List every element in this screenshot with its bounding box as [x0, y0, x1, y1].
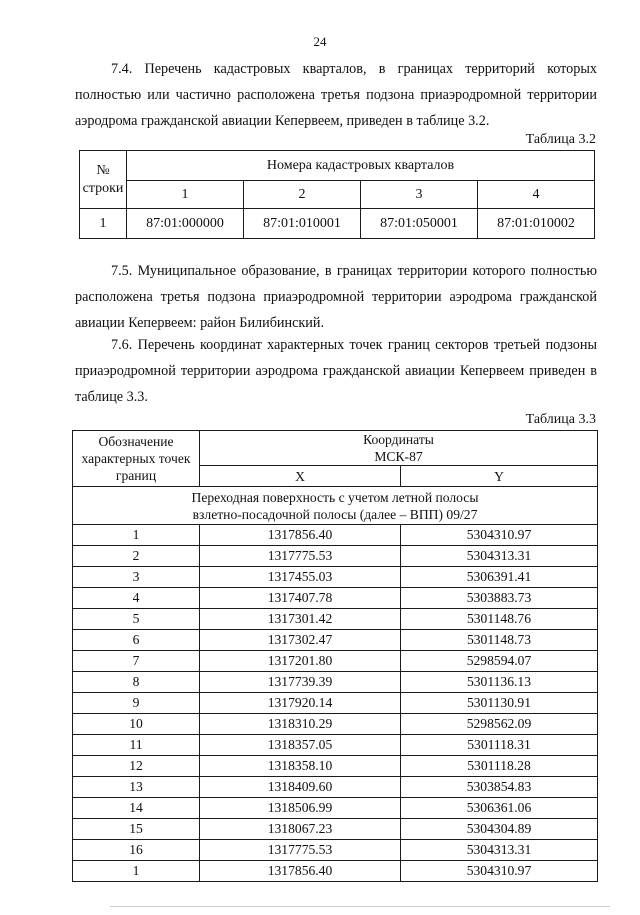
x-coordinate: 1317739.39	[200, 672, 401, 693]
paragraph-7-6	[75, 332, 597, 410]
table-row	[73, 609, 598, 630]
y-coordinate: 5306391.41	[401, 567, 598, 588]
x-coordinate: 1317775.53	[200, 840, 401, 861]
table-row	[73, 651, 598, 672]
table-row	[73, 861, 598, 882]
table-row	[73, 546, 598, 567]
y-coordinate: 5301118.28	[401, 756, 598, 777]
y-coordinate: 5304310.97	[401, 525, 598, 546]
row-number: 1	[80, 209, 127, 239]
page-bottom-rule	[110, 906, 610, 907]
y-coordinate: 5303854.83	[401, 777, 598, 798]
point-number: 1	[73, 525, 200, 546]
x-coordinate: 1317301.42	[200, 609, 401, 630]
point-number: 14	[73, 798, 200, 819]
paragraph-line: 7.6. Перечень координат характерных точек границ секторов третьей подзоны	[111, 337, 597, 353]
cadastral-number: 87:01:050001	[361, 209, 478, 239]
table-row	[73, 840, 598, 861]
point-number: 16	[73, 840, 200, 861]
coordinates-header-line2: МСК-87	[374, 449, 423, 464]
paragraph-line: авиации Кепервеем: район Билибинский.	[75, 315, 325, 331]
x-header: X	[200, 466, 401, 487]
point-number: 9	[73, 693, 200, 714]
y-coordinate: 5304313.31	[401, 840, 598, 861]
table-3-3-caption: Таблица 3.3	[525, 412, 596, 427]
table-row	[73, 735, 598, 756]
paragraph-line: полностью или частично расположена третья подзона приаэродромной территории	[75, 87, 597, 103]
row-number-header: № строки	[80, 151, 127, 209]
cadastral-numbers-header: Номера кадастровых кварталов	[127, 151, 595, 181]
column-number: 2	[244, 181, 361, 209]
x-coordinate: 1317775.53	[200, 546, 401, 567]
paragraph-line: 7.4. Перечень кадастровых кварталов, в границах территорий которых	[111, 61, 597, 77]
table-row	[73, 777, 598, 798]
section-header-line1: Переходная поверхность с учетом летной полосы	[191, 489, 479, 505]
coordinates-rows	[73, 525, 598, 882]
paragraph-7-5	[75, 258, 597, 336]
point-number: 4	[73, 588, 200, 609]
coordinates-header	[200, 431, 598, 466]
x-coordinate: 1318409.60	[200, 777, 401, 798]
y-coordinate: 5304304.89	[401, 819, 598, 840]
point-number: 3	[73, 567, 200, 588]
y-coordinate: 5298594.07	[401, 651, 598, 672]
table-row	[73, 714, 598, 735]
point-number: 2	[73, 546, 200, 567]
paragraph-line: приаэродромной территории аэродрома гражданской авиации Кепервеем приведен в	[75, 363, 597, 379]
point-number: 11	[73, 735, 200, 756]
cadastral-number: 87:01:010002	[478, 209, 595, 239]
point-number: 8	[73, 672, 200, 693]
point-number: 5	[73, 609, 200, 630]
x-coordinate: 1317407.78	[200, 588, 401, 609]
paragraph-line: аэродрома гражданской авиации Кепервеем, приведен в таблице 3.2.	[75, 113, 490, 129]
x-coordinate: 1317455.03	[200, 567, 401, 588]
column-number: 1	[127, 181, 244, 209]
point-number: 15	[73, 819, 200, 840]
paragraph-7-4	[75, 56, 597, 134]
x-coordinate: 1317201.80	[200, 651, 401, 672]
y-coordinate: 5298562.09	[401, 714, 598, 735]
table-row	[73, 525, 598, 546]
paragraph-line: 7.5. Муниципальное образование, в границах территории которого полностью	[111, 263, 597, 279]
table-row	[73, 693, 598, 714]
cadastral-number: 87:01:000000	[127, 209, 244, 239]
x-coordinate: 1318506.99	[200, 798, 401, 819]
x-coordinate: 1318067.23	[200, 819, 401, 840]
page-number: 24	[313, 34, 327, 49]
x-coordinate: 1317856.40	[200, 525, 401, 546]
y-header: Y	[401, 466, 598, 487]
point-number: 7	[73, 651, 200, 672]
y-coordinate: 5304313.31	[401, 546, 598, 567]
y-coordinate: 5301118.31	[401, 735, 598, 756]
point-number: 10	[73, 714, 200, 735]
y-coordinate: 5301136.13	[401, 672, 598, 693]
point-number: 1	[73, 861, 200, 882]
column-number: 3	[361, 181, 478, 209]
x-coordinate: 1317302.47	[200, 630, 401, 651]
table-row	[73, 672, 598, 693]
column-number: 4	[478, 181, 595, 209]
table-row	[73, 756, 598, 777]
paragraph-line: таблице 3.3.	[75, 389, 148, 405]
table-3-3	[72, 430, 598, 882]
y-coordinate: 5306361.06	[401, 798, 598, 819]
paragraph-line: расположена третья подзона приаэродромной территории аэродрома гражданской	[75, 289, 597, 305]
y-coordinate: 5303883.73	[401, 588, 598, 609]
y-coordinate: 5304310.97	[401, 861, 598, 882]
x-coordinate: 1318358.10	[200, 756, 401, 777]
section-header	[73, 487, 598, 525]
table-row	[73, 588, 598, 609]
table-row	[73, 819, 598, 840]
table-3-2	[79, 150, 595, 239]
x-coordinate: 1317920.14	[200, 693, 401, 714]
y-coordinate: 5301130.91	[401, 693, 598, 714]
table-row	[73, 798, 598, 819]
coordinates-header-line1: Координаты	[363, 432, 434, 447]
y-coordinate: 5301148.73	[401, 630, 598, 651]
table-3-2-caption: Таблица 3.2	[525, 132, 596, 147]
x-coordinate: 1318357.05	[200, 735, 401, 756]
point-number: 6	[73, 630, 200, 651]
point-number: 13	[73, 777, 200, 798]
table-row	[73, 630, 598, 651]
point-number: 12	[73, 756, 200, 777]
cadastral-number: 87:01:010001	[244, 209, 361, 239]
section-header-line2: взлетно-посадочной полосы (далее – ВПП) 09/27	[192, 506, 478, 522]
y-coordinate: 5301148.76	[401, 609, 598, 630]
x-coordinate: 1317856.40	[200, 861, 401, 882]
point-designation-header: Обозначение характерных точек границ	[73, 431, 200, 487]
table-row	[73, 567, 598, 588]
x-coordinate: 1318310.29	[200, 714, 401, 735]
